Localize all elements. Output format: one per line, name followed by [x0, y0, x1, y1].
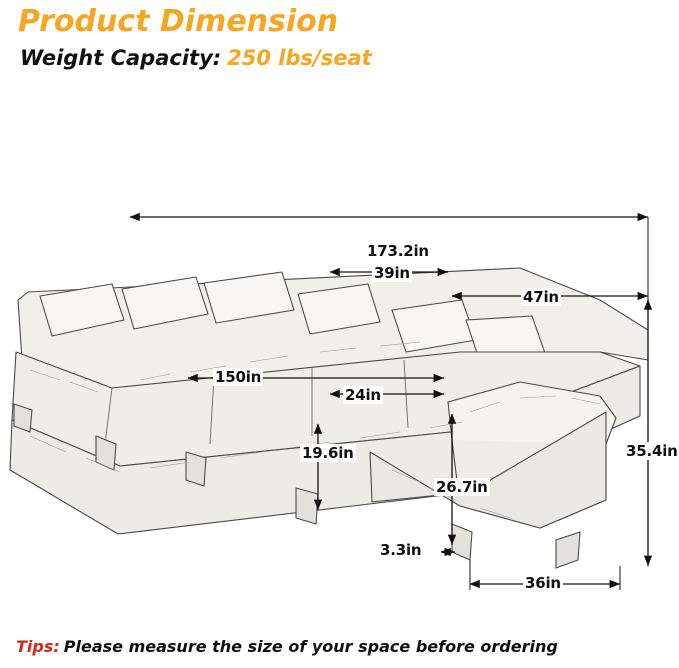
label-arm-height: 26.7in — [436, 478, 488, 496]
tips-row — [16, 637, 558, 656]
weight-capacity-label: Weight Capacity: — [20, 46, 222, 70]
label-seat-depth: 24in — [345, 386, 381, 404]
label-overall-height: 35.4in — [626, 442, 678, 460]
weight-capacity-value: 250 lbs/seat — [227, 46, 372, 70]
sofa-illustration — [10, 268, 648, 568]
label-seat-width: 150in — [215, 368, 262, 386]
label-overall-width: 173.2in — [367, 242, 429, 260]
label-seat-height: 19.6in — [302, 444, 354, 462]
label-overall-depth: 36in — [525, 574, 561, 592]
tips-text: Please measure the size of your space before ordering — [63, 637, 558, 656]
tips-label: Tips: — [16, 637, 60, 656]
label-section-right-width: 47in — [523, 288, 559, 306]
label-section-left-width: 39in — [374, 264, 410, 282]
page-title: Product Dimension — [18, 4, 339, 39]
label-leg-height: 3.3in — [380, 541, 422, 559]
